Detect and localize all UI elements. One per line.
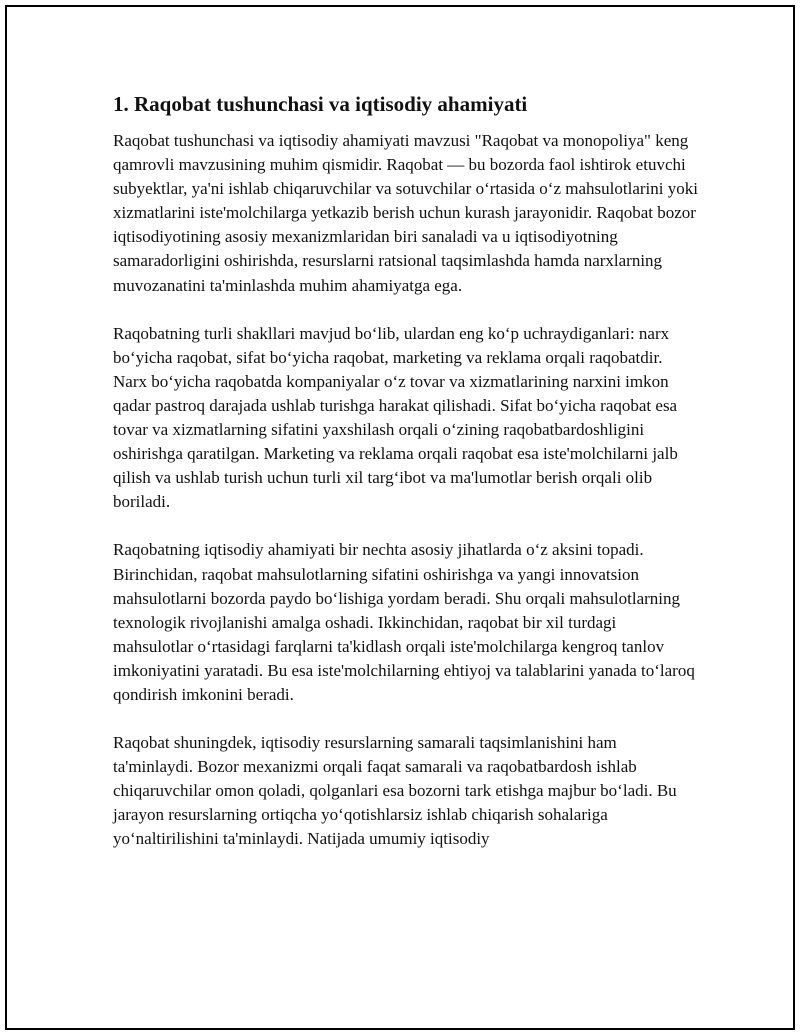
- document-body: [113, 90, 698, 876]
- section-heading: 1. Raqobat tushunchasi va iqtisodiy ahamiyati: [113, 92, 528, 116]
- paragraph-2: Raqobatning turli shakllari mavjud boʻlib, ulardan eng koʻp uchraydiganlari: narx boʻyicha raqobat, sifat boʻyicha raqobat, marketing va reklama orqali raqobatdir. Narx boʻyicha raqobatda kompaniyalar oʻz tovar va xizmatlarining narxini imkon qadar pastroq darajada ushlab turishga harakat qilishadi. Sifat boʻyicha raqobat esa tovar va xizmatlarning sifatini yaxshilash orqali oʻzining raqobatbardoshligini oshirishga qaratilgan. Marketing va reklama orqali raqobat esa iste'molchilarni jalb qilish va ushlab turish uchun turli xil targʻibot va ma'lumotlar berish orqali olib boriladi.: [113, 323, 678, 512]
- paragraph-3: Raqobatning iqtisodiy ahamiyati bir nechta asosiy jihatlarda oʻz aksini topadi. Birinchidan, raqobat mahsulotlarning sifatini oshirishga va yangi innovatsion mahsulotlarni bozorda paydo boʻlishiga yordam beradi. Shu orqali mahsulotlarning texnologik rivojlanishi amalga oshadi. Ikkinchidan, raqobat bir xil turdagi mahsulotlar oʻrtasidagi farqlarni ta'kidlash orqali iste'molchilarga kengroq tanlov imkoniyatini yaratadi. Bu esa iste'molchilarning ehtiyoj va talablarini yanada toʻlaroq qondirish imkonini beradi.: [113, 540, 695, 704]
- paragraph-1: Raqobat tushunchasi va iqtisodiy ahamiyati mavzusi "Raqobat va monopoliya" keng qamrovli mavzusining muhim qismidir. Raqobat — bu bozorda faol ishtirok etuvchi subyektlar, ya'ni ishlab chiqaruvchilar va sotuvchilar oʻrtasida oʻz mahsulotlarini yoki xizmatlarini iste'molchilarga yetkazib berish uchun kurash jarayonidir. Raqobat bozor iqtisodiyotining asosiy mexanizmlaridan biri sanaladi va u iqtisodiyotning samaradorligini oshirishda, resurslarni ratsional taqsimlashda hamda narxlarning muvozanatini ta'minlashda muhim ahamiyatga ega.: [113, 131, 698, 295]
- paragraph-4: Raqobat shuningdek, iqtisodiy resurslarning samarali taqsimlanishini ham ta'minlaydi. Bozor mexanizmi orqali faqat samarali va raqobatbardosh ishlab chiqaruvchilar omon qoladi, qolganlari esa bozorni tark etishga majbur boʻladi. Bu jarayon resurslarning ortiqcha yoʻqotishlarsiz ishlab chiqarish sohalariga yoʻnaltirilishini ta'minlaydi. Natijada umumiy iqtisodiy: [113, 733, 677, 849]
